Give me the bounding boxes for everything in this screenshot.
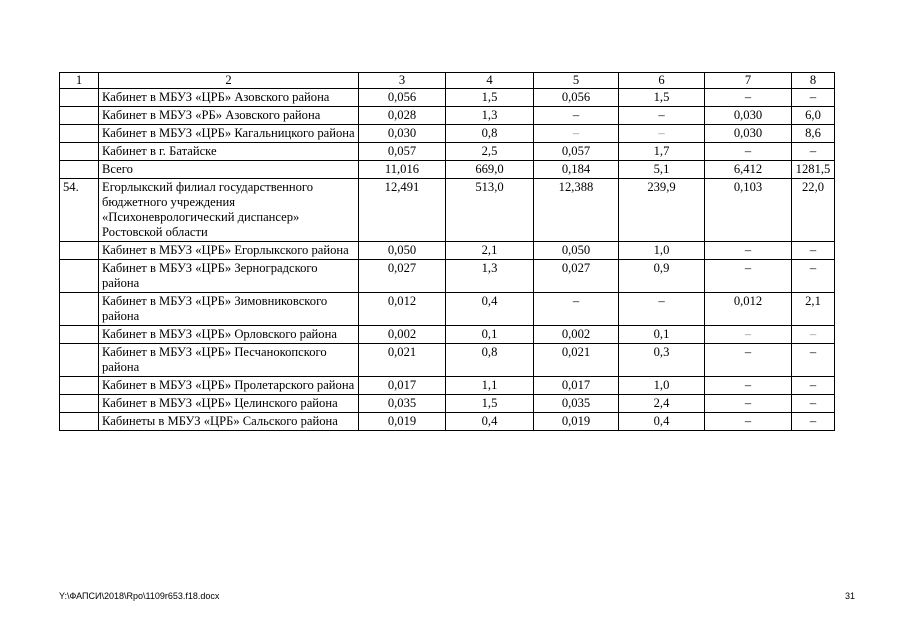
row-number-cell [60, 413, 99, 431]
value-cell-col-8: 8,6 [792, 125, 835, 143]
value-cell-col-6: 2,4 [619, 395, 705, 413]
value-cell-col-8: 6,0 [792, 107, 835, 125]
value-cell-col-6: – [619, 125, 705, 143]
value-cell-col-6: 1,0 [619, 242, 705, 260]
value-cell-col-4: 2,1 [446, 242, 534, 260]
value-cell-col-3: 12,491 [359, 179, 446, 242]
value-cell-col-6: – [619, 293, 705, 326]
header-cell: 3 [359, 73, 446, 89]
row-number-cell [60, 107, 99, 125]
value-cell-col-5: 0,050 [534, 242, 619, 260]
value-cell-col-8: – [792, 344, 835, 377]
value-cell-col-3: 0,035 [359, 395, 446, 413]
table-row [60, 143, 835, 161]
institution-name-cell: Кабинет в г. Батайске [99, 143, 359, 161]
value-cell-col-6: – [619, 107, 705, 125]
row-number-cell [60, 293, 99, 326]
value-cell-col-7: – [705, 242, 792, 260]
row-number-cell [60, 125, 99, 143]
value-cell-col-6: 0,3 [619, 344, 705, 377]
value-cell-col-4: 669,0 [446, 161, 534, 179]
value-cell-col-6: 239,9 [619, 179, 705, 242]
value-cell-col-8: – [792, 395, 835, 413]
value-cell-col-6: 0,4 [619, 413, 705, 431]
value-cell-col-5: 12,388 [534, 179, 619, 242]
value-cell-col-6: 0,9 [619, 260, 705, 293]
value-cell-col-4: 1,3 [446, 260, 534, 293]
row-number-cell [60, 143, 99, 161]
value-cell-col-3: 0,012 [359, 293, 446, 326]
value-cell-col-5: 0,002 [534, 326, 619, 344]
value-cell-col-8: – [792, 326, 835, 344]
header-row [60, 73, 835, 89]
value-cell-col-5: 0,021 [534, 344, 619, 377]
table-row [60, 260, 835, 293]
row-number-cell [60, 395, 99, 413]
value-cell-col-8: 2,1 [792, 293, 835, 326]
value-cell-col-7: 0,030 [705, 107, 792, 125]
value-cell-col-5: 0,057 [534, 143, 619, 161]
row-number-cell [60, 260, 99, 293]
value-cell-col-4: 0,4 [446, 293, 534, 326]
value-cell-col-3: 0,027 [359, 260, 446, 293]
value-cell-col-6: 1,7 [619, 143, 705, 161]
row-number-cell [60, 242, 99, 260]
value-cell-col-5: – [534, 107, 619, 125]
row-number-cell [60, 344, 99, 377]
value-cell-col-8: 1281,5 [792, 161, 835, 179]
institution-name-cell: Кабинет в МБУЗ «ЦРБ» Зимовниковского района [99, 293, 359, 326]
value-cell-col-3: 0,019 [359, 413, 446, 431]
value-cell-col-7: – [705, 395, 792, 413]
value-cell-col-5: 0,019 [534, 413, 619, 431]
row-number-cell [60, 377, 99, 395]
institution-name-cell: Кабинет в МБУЗ «ЦРБ» Зерноградского района [99, 260, 359, 293]
value-cell-col-8: 22,0 [792, 179, 835, 242]
row-number-cell [60, 89, 99, 107]
value-cell-col-7: – [705, 344, 792, 377]
table-row [60, 161, 835, 179]
header-cell: 2 [99, 73, 359, 89]
value-cell-col-7: 0,030 [705, 125, 792, 143]
table-row [60, 395, 835, 413]
table-row [60, 344, 835, 377]
page-number: 31 [845, 591, 856, 601]
institution-name-cell: Всего [99, 161, 359, 179]
header-cell: 1 [60, 73, 99, 89]
value-cell-col-5: 0,017 [534, 377, 619, 395]
value-cell-col-3: 0,002 [359, 326, 446, 344]
table-row [60, 413, 835, 431]
value-cell-col-7: – [705, 413, 792, 431]
value-cell-col-8: – [792, 413, 835, 431]
value-cell-col-4: 0,4 [446, 413, 534, 431]
institution-name-cell: Кабинет в МБУЗ «ЦРБ» Орловского района [99, 326, 359, 344]
value-cell-col-7: – [705, 89, 792, 107]
value-cell-col-4: 0,1 [446, 326, 534, 344]
value-cell-col-8: – [792, 242, 835, 260]
institution-name-cell: Кабинеты в МБУЗ «ЦРБ» Сальского района [99, 413, 359, 431]
value-cell-col-5: – [534, 293, 619, 326]
value-cell-col-7: – [705, 377, 792, 395]
value-cell-col-4: 1,5 [446, 395, 534, 413]
table-row [60, 242, 835, 260]
value-cell-col-4: 1,3 [446, 107, 534, 125]
value-cell-col-3: 0,017 [359, 377, 446, 395]
value-cell-col-8: – [792, 260, 835, 293]
header-cell: 5 [534, 73, 619, 89]
data-table [59, 72, 835, 431]
value-cell-col-4: 513,0 [446, 179, 534, 242]
value-cell-col-5: 0,056 [534, 89, 619, 107]
header-cell: 6 [619, 73, 705, 89]
value-cell-col-5: 0,184 [534, 161, 619, 179]
institution-name-cell: Кабинет в МБУЗ «ЦРБ» Кагальницкого района [99, 125, 359, 143]
row-number-cell: 54. [60, 179, 99, 242]
value-cell-col-7: – [705, 143, 792, 161]
value-cell-col-4: 0,8 [446, 125, 534, 143]
header-cell: 7 [705, 73, 792, 89]
value-cell-col-3: 0,021 [359, 344, 446, 377]
value-cell-col-3: 0,057 [359, 143, 446, 161]
value-cell-col-3: 0,028 [359, 107, 446, 125]
value-cell-col-4: 1,5 [446, 89, 534, 107]
institution-name-cell: Кабинет в МБУЗ «РБ» Азовского района [99, 107, 359, 125]
table-body [60, 89, 835, 431]
row-number-cell [60, 326, 99, 344]
value-cell-col-4: 1,1 [446, 377, 534, 395]
value-cell-col-6: 0,1 [619, 326, 705, 344]
value-cell-col-3: 0,030 [359, 125, 446, 143]
value-cell-col-4: 2,5 [446, 143, 534, 161]
header-cell: 4 [446, 73, 534, 89]
value-cell-col-7: 0,012 [705, 293, 792, 326]
value-cell-col-7: 6,412 [705, 161, 792, 179]
value-cell-col-3: 0,056 [359, 89, 446, 107]
institution-name-cell: Кабинет в МБУЗ «ЦРБ» Азовского района [99, 89, 359, 107]
table-row [60, 125, 835, 143]
table-row [60, 179, 835, 242]
value-cell-col-5: – [534, 125, 619, 143]
footer-file-path: Y:\ФАПСИ\2018\Rpo\1109r653.f18.docx [59, 591, 220, 601]
value-cell-col-8: – [792, 143, 835, 161]
value-cell-col-5: 0,035 [534, 395, 619, 413]
value-cell-col-7: 0,103 [705, 179, 792, 242]
header-cell: 8 [792, 73, 835, 89]
institution-name-cell: Кабинет в МБУЗ «ЦРБ» Целинского района [99, 395, 359, 413]
institution-name-cell: Егорлыкский филиал государственного бюджетного учреждения «Психоневрологический диспансер» Ростовской области [99, 179, 359, 242]
table-row [60, 89, 835, 107]
value-cell-col-3: 11,016 [359, 161, 446, 179]
table-row [60, 326, 835, 344]
institution-name-cell: Кабинет в МБУЗ «ЦРБ» Песчанокопского района [99, 344, 359, 377]
institution-name-cell: Кабинет в МБУЗ «ЦРБ» Егорлыкского района [99, 242, 359, 260]
table-row [60, 293, 835, 326]
value-cell-col-5: 0,027 [534, 260, 619, 293]
value-cell-col-3: 0,050 [359, 242, 446, 260]
institution-name-cell: Кабинет в МБУЗ «ЦРБ» Пролетарского района [99, 377, 359, 395]
value-cell-col-8: – [792, 377, 835, 395]
table-row [60, 107, 835, 125]
value-cell-col-6: 1,5 [619, 89, 705, 107]
value-cell-col-4: 0,8 [446, 344, 534, 377]
value-cell-col-6: 5,1 [619, 161, 705, 179]
table-row [60, 377, 835, 395]
value-cell-col-8: – [792, 89, 835, 107]
value-cell-col-7: – [705, 326, 792, 344]
row-number-cell [60, 161, 99, 179]
value-cell-col-7: – [705, 260, 792, 293]
value-cell-col-6: 1,0 [619, 377, 705, 395]
